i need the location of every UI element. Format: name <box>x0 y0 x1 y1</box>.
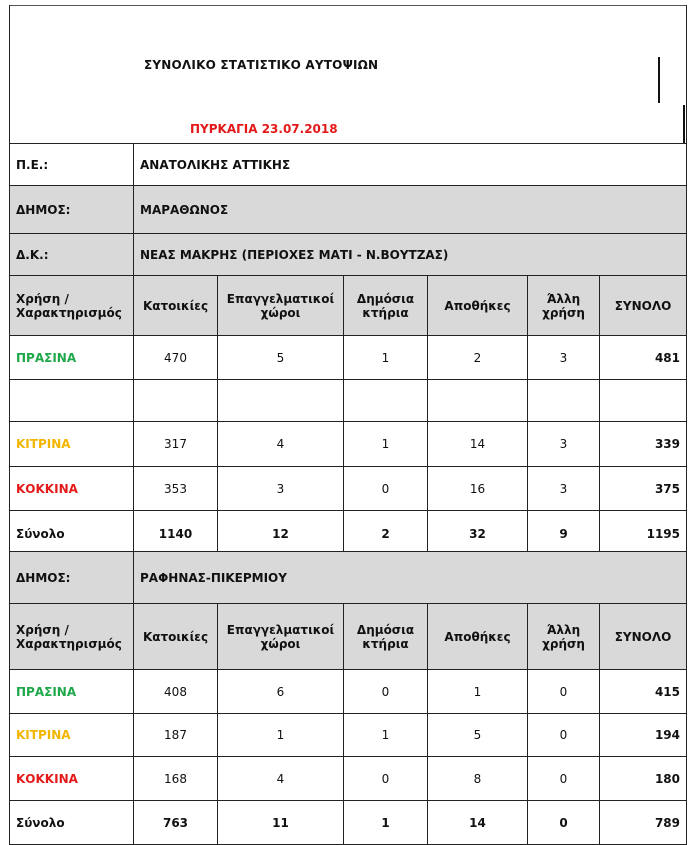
cell: 0 <box>344 757 428 801</box>
col-header-total: ΣΥΝΟΛΟ <box>600 604 687 670</box>
dk-value: ΝΕΑΣ ΜΑΚΡΗΣ (ΠΕΡΙΟΧΕΣ ΜΑΤΙ - Ν.ΒΟΥΤΖΑΣ) <box>134 234 687 276</box>
cell <box>10 380 134 422</box>
cell: 0 <box>344 467 428 511</box>
cell <box>600 380 687 422</box>
cell: 187 <box>134 714 218 757</box>
cell: 1 <box>344 336 428 380</box>
cell: 0 <box>344 670 428 714</box>
total-row <box>10 801 687 845</box>
cell: 1 <box>344 801 428 845</box>
cell: 1 <box>428 670 528 714</box>
cell: 12 <box>218 511 344 558</box>
col-header-use: Χρήση / Χαρακτηρισμός <box>10 276 134 336</box>
dimos-row <box>10 552 687 604</box>
marathon-table <box>9 143 687 558</box>
col-header-public: Δημόσια κτήρια <box>344 604 428 670</box>
title-box <box>9 5 687 143</box>
table-row <box>10 670 687 714</box>
row-label-total: Σύνολο <box>10 801 134 845</box>
row-label-red: ΚΟΚΚΙΝΑ <box>10 467 134 511</box>
cell <box>344 380 428 422</box>
dimos-label: ΔΗΜΟΣ: <box>10 186 134 234</box>
row-total: 415 <box>600 670 687 714</box>
header-row <box>10 604 687 670</box>
cell <box>218 380 344 422</box>
col-header-public: Δημόσια κτήρια <box>344 276 428 336</box>
cell: 4 <box>218 757 344 801</box>
cell: 3 <box>528 467 600 511</box>
pe-value: ΑΝΑΤΟΛΙΚΗΣ ΑΤΤΙΚΗΣ <box>134 144 687 186</box>
cell: 16 <box>428 467 528 511</box>
row-label-green: ΠΡΑΣΙΝΑ <box>10 670 134 714</box>
cell: 763 <box>134 801 218 845</box>
row-label-yellow: ΚΙΤΡΙΝΑ <box>10 714 134 757</box>
pe-label: Π.Ε.: <box>10 144 134 186</box>
col-header-other: Άλλη χρήση <box>528 604 600 670</box>
table-row <box>10 336 687 380</box>
cell: 5 <box>428 714 528 757</box>
row-label-green: ΠΡΑΣΙΝΑ <box>10 336 134 380</box>
cell: 3 <box>218 467 344 511</box>
col-header-professional: Επαγγελματικοί χώροι <box>218 276 344 336</box>
table-row <box>10 757 687 801</box>
row-label-yellow: ΚΙΤΡΙΝΑ <box>10 422 134 467</box>
cell: 4 <box>218 422 344 467</box>
row-label-total: Σύνολο <box>10 511 134 558</box>
table-row <box>10 714 687 757</box>
dk-row <box>10 234 687 276</box>
cell: 14 <box>428 422 528 467</box>
document <box>9 5 687 842</box>
scan-mark <box>658 57 660 103</box>
row-total: 339 <box>600 422 687 467</box>
col-header-storage: Αποθήκες <box>428 276 528 336</box>
row-total: 194 <box>600 714 687 757</box>
pe-row <box>10 144 687 186</box>
cell: 2 <box>344 511 428 558</box>
cell: 408 <box>134 670 218 714</box>
cell: 9 <box>528 511 600 558</box>
dimos-value: ΜΑΡΑΘΩΝΟΣ <box>134 186 687 234</box>
col-header-total: ΣΥΝΟΛΟ <box>600 276 687 336</box>
cell: 6 <box>218 670 344 714</box>
cell <box>528 380 600 422</box>
cell: 2 <box>428 336 528 380</box>
cell: 3 <box>528 336 600 380</box>
cell: 1140 <box>134 511 218 558</box>
col-header-residences: Κατοικίες <box>134 276 218 336</box>
col-header-residences: Κατοικίες <box>134 604 218 670</box>
row-total: 180 <box>600 757 687 801</box>
row-total: 481 <box>600 336 687 380</box>
cell: 168 <box>134 757 218 801</box>
row-total: 375 <box>600 467 687 511</box>
cell: 0 <box>528 714 600 757</box>
cell: 32 <box>428 511 528 558</box>
dk-label: Δ.Κ.: <box>10 234 134 276</box>
cell: 0 <box>528 801 600 845</box>
scan-mark <box>683 105 685 143</box>
document-subtitle: ΠΥΡΚΑΓΙΑ 23.07.2018 <box>190 122 338 136</box>
col-header-other: Άλλη χρήση <box>528 276 600 336</box>
cell <box>134 380 218 422</box>
dimos-row <box>10 186 687 234</box>
table-row <box>10 467 687 511</box>
cell: 0 <box>528 670 600 714</box>
cell: 470 <box>134 336 218 380</box>
cell: 1 <box>344 422 428 467</box>
grand-total: 789 <box>600 801 687 845</box>
empty-row <box>10 380 687 422</box>
cell: 0 <box>528 757 600 801</box>
cell: 353 <box>134 467 218 511</box>
cell <box>428 380 528 422</box>
col-header-storage: Αποθήκες <box>428 604 528 670</box>
dimos-label: ΔΗΜΟΣ: <box>10 552 134 604</box>
cell: 3 <box>528 422 600 467</box>
table-row <box>10 422 687 467</box>
rafina-table <box>9 551 687 845</box>
col-header-professional: Επαγγελματικοί χώροι <box>218 604 344 670</box>
document-title: ΣΥΝΟΛΙΚΟ ΣΤΑΤΙΣΤΙΚΟ ΑΥΤΟΨΙΩΝ <box>144 58 379 72</box>
header-row <box>10 276 687 336</box>
cell: 11 <box>218 801 344 845</box>
cell: 317 <box>134 422 218 467</box>
col-header-use: Χρήση / Χαρακτηρισμός <box>10 604 134 670</box>
cell: 1 <box>218 714 344 757</box>
row-label-red: ΚΟΚΚΙΝΑ <box>10 757 134 801</box>
cell: 1 <box>344 714 428 757</box>
dimos-value: ΡΑΦΗΝΑΣ-ΠΙΚΕΡΜΙΟΥ <box>134 552 687 604</box>
cell: 14 <box>428 801 528 845</box>
grand-total: 1195 <box>600 511 687 558</box>
cell: 8 <box>428 757 528 801</box>
cell: 5 <box>218 336 344 380</box>
